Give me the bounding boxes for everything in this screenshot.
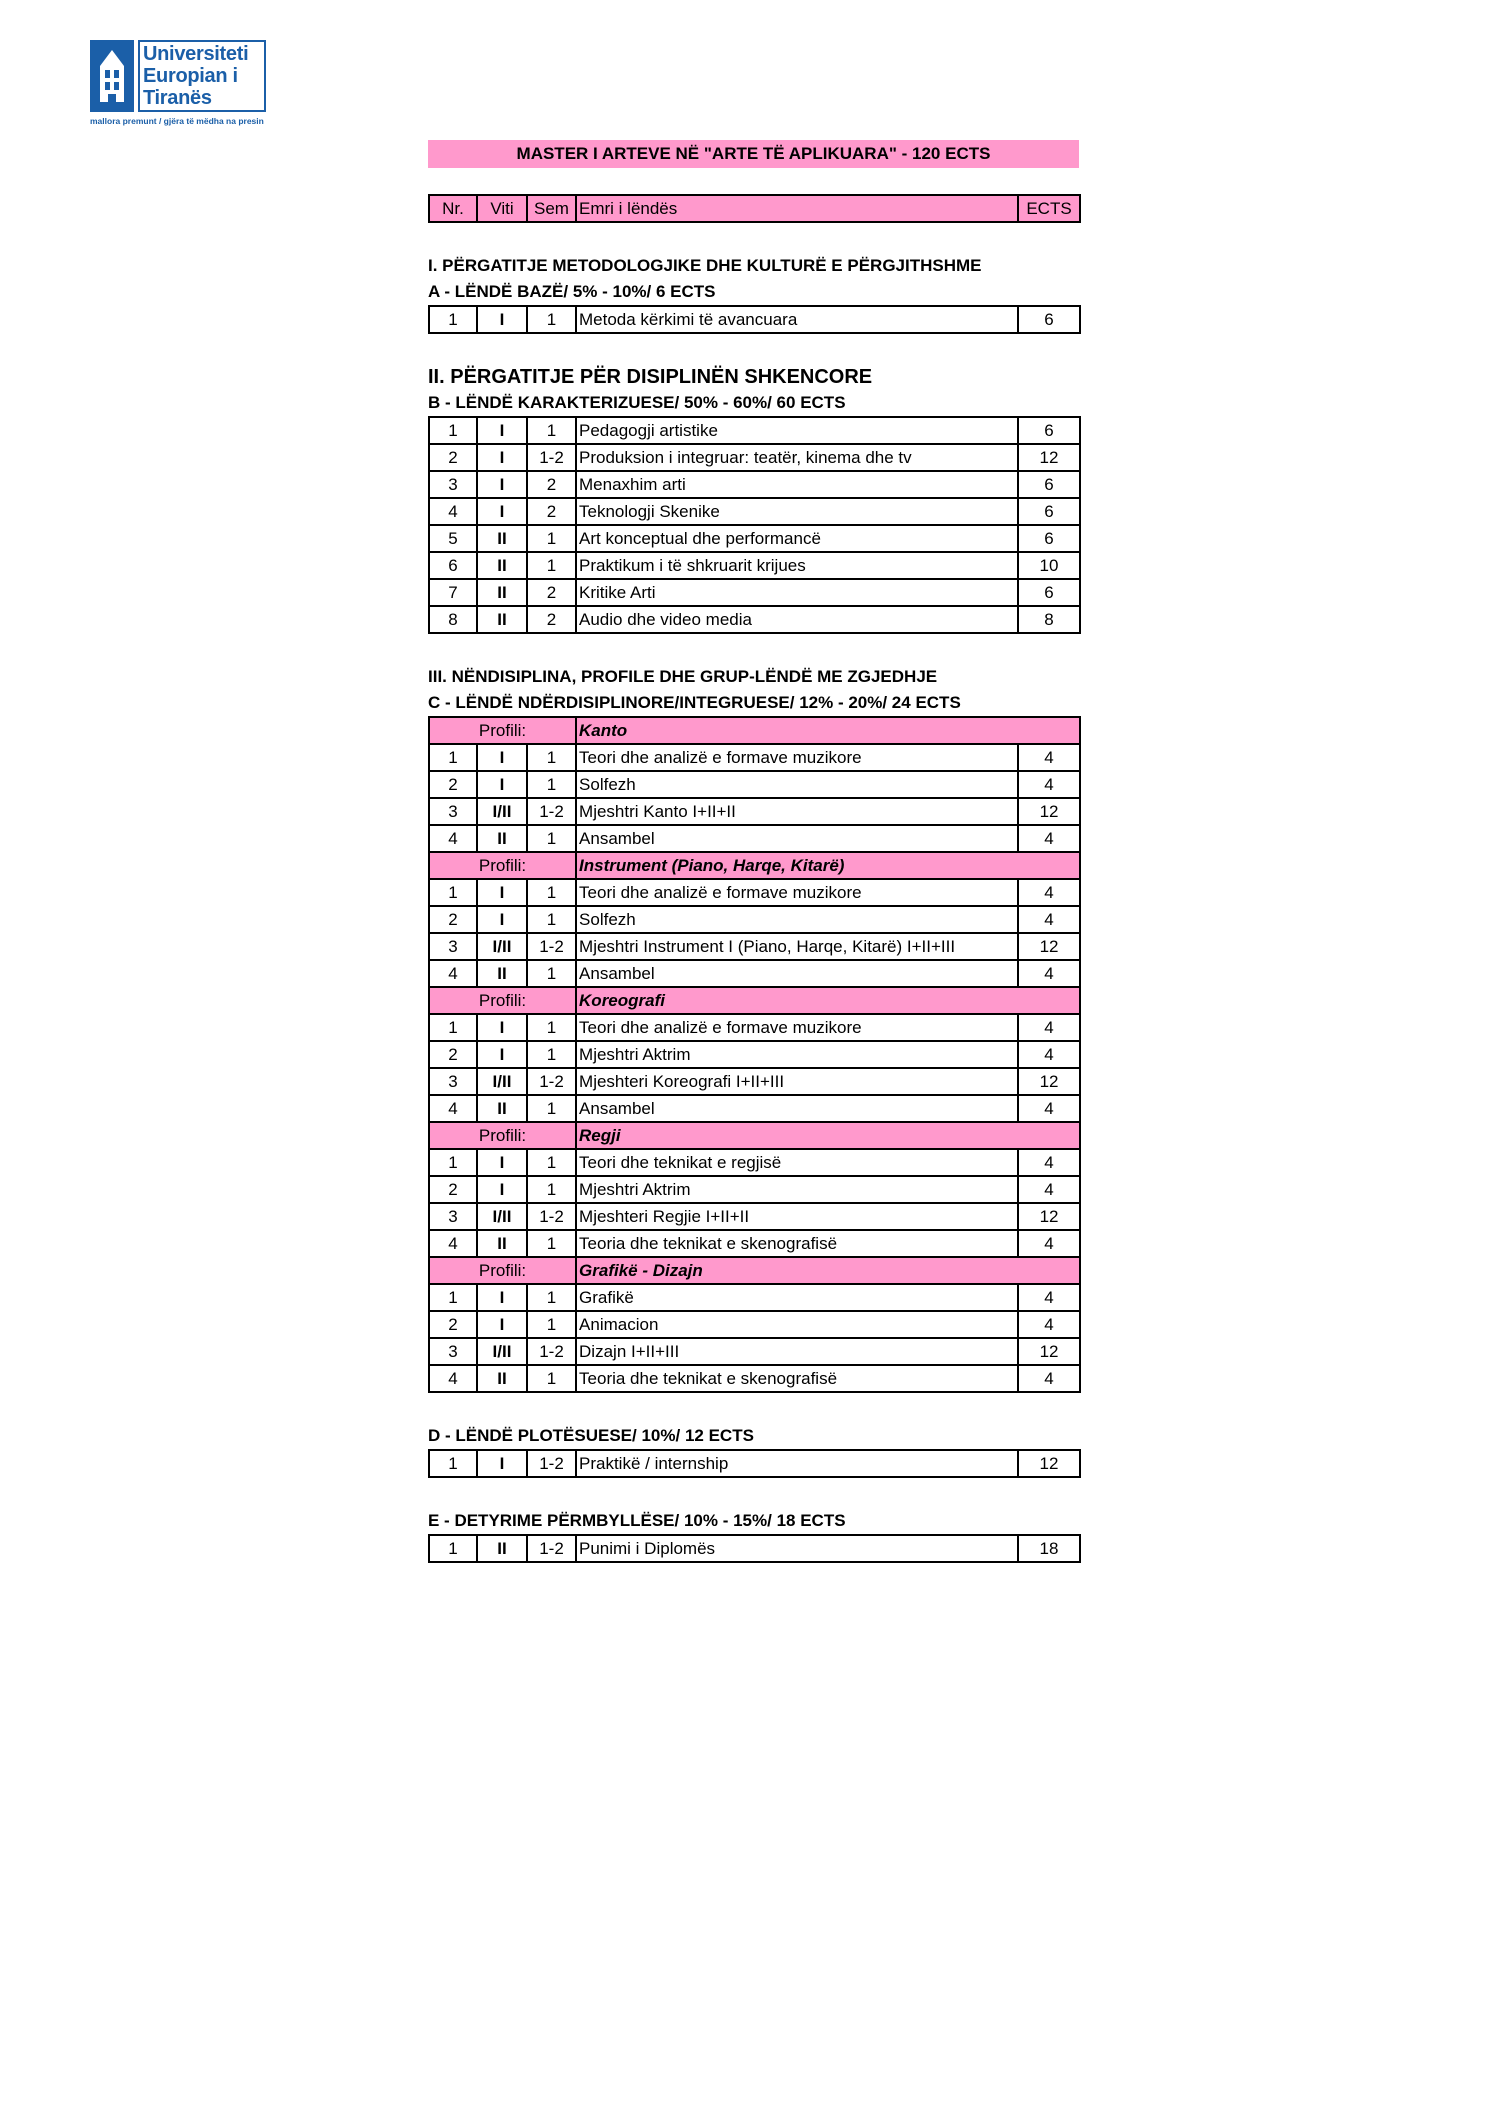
logo-line-1: Universiteti <box>143 43 249 65</box>
cell-course-name: Teoria dhe teknikat e skenografisë <box>576 1365 1018 1392</box>
table-row <box>429 498 1080 525</box>
table-row <box>429 1203 1080 1230</box>
cell-ects: 6 <box>1018 498 1080 525</box>
cell-viti: I <box>477 471 527 498</box>
cell-viti: II <box>477 579 527 606</box>
cell-sem: 1-2 <box>527 798 576 825</box>
cell-nr: 6 <box>429 552 477 579</box>
cell-ects: 6 <box>1018 525 1080 552</box>
cell-nr: 1 <box>429 744 477 771</box>
cell-nr: 1 <box>429 1284 477 1311</box>
table-group-c <box>428 716 1081 1393</box>
cell-viti: I/II <box>477 1338 527 1365</box>
table-row <box>429 906 1080 933</box>
group-c-heading: C - LËNDË NDËRDISIPLINORE/INTEGRUESE/ 12% - 20%/ 24 ECTS <box>428 693 961 712</box>
cell-ects: 12 <box>1018 798 1080 825</box>
table-row <box>429 1311 1080 1338</box>
cell-viti: I/II <box>477 1203 527 1230</box>
cell-nr: 4 <box>429 825 477 852</box>
cell-sem: 1 <box>527 1311 576 1338</box>
cell-nr: 3 <box>429 798 477 825</box>
table-row <box>429 1149 1080 1176</box>
cell-viti: I/II <box>477 933 527 960</box>
profile-name: Koreografi <box>576 987 1080 1014</box>
cell-nr: 2 <box>429 771 477 798</box>
logo-wordmark <box>138 40 266 112</box>
cell-viti: I <box>477 771 527 798</box>
cell-nr: 2 <box>429 1311 477 1338</box>
cell-course-name: Ansambel <box>576 960 1018 987</box>
cell-sem: 2 <box>527 498 576 525</box>
table-row <box>429 1068 1080 1095</box>
header-viti: Viti <box>477 195 527 222</box>
cell-nr: 1 <box>429 1535 477 1562</box>
cell-ects: 4 <box>1018 1095 1080 1122</box>
profile-row <box>429 1257 1080 1284</box>
university-logo <box>90 38 290 130</box>
profile-label: Profili: <box>429 1257 576 1284</box>
cell-viti: I <box>477 879 527 906</box>
cell-viti: I <box>477 1014 527 1041</box>
logo-motto: mallora premunt / gjëra të mëdha na presin <box>90 116 264 126</box>
cell-sem: 1-2 <box>527 1068 576 1095</box>
cell-ects: 12 <box>1018 933 1080 960</box>
cell-viti: I/II <box>477 798 527 825</box>
cell-sem: 1 <box>527 825 576 852</box>
cell-course-name: Praktikë / internship <box>576 1450 1018 1477</box>
table-row <box>429 1230 1080 1257</box>
cell-sem: 1 <box>527 1041 576 1068</box>
cell-viti: I <box>477 306 527 333</box>
cell-course-name: Kritike Arti <box>576 579 1018 606</box>
cell-sem: 1 <box>527 879 576 906</box>
cell-course-name: Art konceptual dhe performancë <box>576 525 1018 552</box>
cell-nr: 3 <box>429 933 477 960</box>
table-row <box>429 471 1080 498</box>
table-row <box>429 579 1080 606</box>
cell-sem: 1 <box>527 525 576 552</box>
cell-course-name: Pedagogji artistike <box>576 417 1018 444</box>
table-row <box>429 1450 1080 1477</box>
cell-ects: 4 <box>1018 1311 1080 1338</box>
cell-nr: 1 <box>429 1149 477 1176</box>
table-row <box>429 771 1080 798</box>
cell-viti: I <box>477 1284 527 1311</box>
cell-nr: 1 <box>429 1450 477 1477</box>
table-row <box>429 525 1080 552</box>
cell-course-name: Animacion <box>576 1311 1018 1338</box>
cell-course-name: Teori dhe analizë e formave muzikore <box>576 744 1018 771</box>
header-ects: ECTS <box>1018 195 1080 222</box>
cell-viti: II <box>477 1095 527 1122</box>
table-group-d <box>428 1449 1081 1478</box>
cell-nr: 2 <box>429 444 477 471</box>
cell-nr: 1 <box>429 417 477 444</box>
cell-sem: 2 <box>527 471 576 498</box>
cell-sem: 1 <box>527 417 576 444</box>
cell-nr: 4 <box>429 1095 477 1122</box>
cell-ects: 12 <box>1018 1338 1080 1365</box>
group-e-heading: E - DETYRIME PËRMBYLLËSE/ 10% - 15%/ 18 ECTS <box>428 1511 846 1530</box>
cell-course-name: Mjeshtri Aktrim <box>576 1176 1018 1203</box>
building-emblem-icon <box>90 40 134 112</box>
cell-course-name: Metoda kërkimi të avancuara <box>576 306 1018 333</box>
profile-name: Grafikë - Dizajn <box>576 1257 1080 1284</box>
cell-nr: 3 <box>429 1338 477 1365</box>
cell-viti: II <box>477 525 527 552</box>
cell-sem: 2 <box>527 579 576 606</box>
table-row <box>429 606 1080 633</box>
cell-sem: 1 <box>527 906 576 933</box>
group-b-heading: B - LËNDË KARAKTERIZUESE/ 50% - 60%/ 60 ECTS <box>428 393 846 412</box>
profile-row <box>429 717 1080 744</box>
table-group-a <box>428 305 1081 334</box>
page-title: MASTER I ARTEVE NË "ARTE TË APLIKUARA" - 120 ECTS <box>428 140 1079 168</box>
cell-viti: I <box>477 1041 527 1068</box>
table-row <box>429 1095 1080 1122</box>
cell-nr: 1 <box>429 879 477 906</box>
cell-nr: 4 <box>429 960 477 987</box>
cell-ects: 6 <box>1018 579 1080 606</box>
cell-ects: 4 <box>1018 1014 1080 1041</box>
table-row <box>429 417 1080 444</box>
table-row <box>429 825 1080 852</box>
header-table <box>428 194 1081 223</box>
profile-label: Profili: <box>429 987 576 1014</box>
cell-sem: 1-2 <box>527 1450 576 1477</box>
cell-ects: 4 <box>1018 1176 1080 1203</box>
cell-nr: 8 <box>429 606 477 633</box>
table-row <box>429 1365 1080 1392</box>
table-row <box>429 1041 1080 1068</box>
group-a-heading: A - LËNDË BAZË/ 5% - 10%/ 6 ECTS <box>428 282 716 301</box>
cell-course-name: Punimi i Diplomës <box>576 1535 1018 1562</box>
cell-ects: 12 <box>1018 1068 1080 1095</box>
cell-viti: I/II <box>477 1068 527 1095</box>
section-i-heading: I. PËRGATITJE METODOLOGJIKE DHE KULTURË E PËRGJITHSHME <box>428 256 982 275</box>
cell-course-name: Audio dhe video media <box>576 606 1018 633</box>
cell-ects: 4 <box>1018 1365 1080 1392</box>
cell-course-name: Teori dhe analizë e formave muzikore <box>576 1014 1018 1041</box>
cell-sem: 1-2 <box>527 1203 576 1230</box>
table-row <box>429 879 1080 906</box>
cell-course-name: Solfezh <box>576 771 1018 798</box>
cell-sem: 1 <box>527 1149 576 1176</box>
cell-ects: 4 <box>1018 771 1080 798</box>
cell-sem: 1 <box>527 306 576 333</box>
cell-course-name: Mjeshteri Koreografi I+II+III <box>576 1068 1018 1095</box>
profile-row <box>429 852 1080 879</box>
cell-ects: 8 <box>1018 606 1080 633</box>
cell-viti: II <box>477 1365 527 1392</box>
table-row <box>429 1284 1080 1311</box>
cell-ects: 4 <box>1018 825 1080 852</box>
cell-course-name: Produksion i integruar: teatër, kinema dhe tv <box>576 444 1018 471</box>
header-emri: Emri i lëndës <box>576 195 1018 222</box>
cell-sem: 1 <box>527 1230 576 1257</box>
table-row <box>429 1338 1080 1365</box>
cell-nr: 1 <box>429 1014 477 1041</box>
profile-name: Instrument (Piano, Harqe, Kitarë) <box>576 852 1080 879</box>
cell-ects: 4 <box>1018 1149 1080 1176</box>
profile-name: Kanto <box>576 717 1080 744</box>
table-row <box>429 744 1080 771</box>
cell-sem: 1 <box>527 1365 576 1392</box>
cell-viti: I <box>477 498 527 525</box>
cell-nr: 3 <box>429 1068 477 1095</box>
table-row <box>429 552 1080 579</box>
cell-sem: 2 <box>527 606 576 633</box>
table-row <box>429 798 1080 825</box>
cell-course-name: Menaxhim arti <box>576 471 1018 498</box>
cell-course-name: Teoria dhe teknikat e skenografisë <box>576 1230 1018 1257</box>
cell-ects: 6 <box>1018 417 1080 444</box>
cell-nr: 1 <box>429 306 477 333</box>
cell-course-name: Ansambel <box>576 1095 1018 1122</box>
cell-nr: 4 <box>429 1365 477 1392</box>
cell-viti: I <box>477 417 527 444</box>
table-row <box>429 444 1080 471</box>
table-row <box>429 306 1080 333</box>
cell-ects: 12 <box>1018 1203 1080 1230</box>
cell-course-name: Ansambel <box>576 825 1018 852</box>
profile-label: Profili: <box>429 1122 576 1149</box>
logo-line-3: Tiranës <box>143 87 212 109</box>
cell-ects: 6 <box>1018 471 1080 498</box>
cell-viti: II <box>477 552 527 579</box>
table-row <box>429 1176 1080 1203</box>
cell-ects: 12 <box>1018 444 1080 471</box>
cell-sem: 1 <box>527 1284 576 1311</box>
cell-course-name: Teknologji Skenike <box>576 498 1018 525</box>
cell-viti: I <box>477 906 527 933</box>
cell-course-name: Mjeshtri Instrument I (Piano, Harqe, Kitarë) I+II+III <box>576 933 1018 960</box>
logo-line-2: Europian i <box>143 65 238 87</box>
cell-nr: 4 <box>429 1230 477 1257</box>
cell-ects: 18 <box>1018 1535 1080 1562</box>
cell-sem: 1 <box>527 552 576 579</box>
cell-sem: 1 <box>527 960 576 987</box>
profile-name: Regji <box>576 1122 1080 1149</box>
cell-viti: II <box>477 960 527 987</box>
cell-sem: 1 <box>527 1014 576 1041</box>
table-row <box>429 933 1080 960</box>
cell-viti: I <box>477 1176 527 1203</box>
cell-ects: 4 <box>1018 744 1080 771</box>
cell-course-name: Mjeshtri Aktrim <box>576 1041 1018 1068</box>
cell-course-name: Dizajn I+II+III <box>576 1338 1018 1365</box>
cell-ects: 4 <box>1018 1230 1080 1257</box>
table-group-e <box>428 1534 1081 1563</box>
cell-nr: 4 <box>429 498 477 525</box>
cell-ects: 4 <box>1018 879 1080 906</box>
cell-viti: I <box>477 744 527 771</box>
cell-sem: 1 <box>527 744 576 771</box>
cell-sem: 1 <box>527 771 576 798</box>
header-sem: Sem <box>527 195 576 222</box>
header-nr: Nr. <box>429 195 477 222</box>
cell-course-name: Solfezh <box>576 906 1018 933</box>
cell-sem: 1 <box>527 1095 576 1122</box>
cell-nr: 7 <box>429 579 477 606</box>
table-group-b <box>428 416 1081 634</box>
cell-course-name: Teori dhe teknikat e regjisë <box>576 1149 1018 1176</box>
cell-ects: 12 <box>1018 1450 1080 1477</box>
cell-ects: 10 <box>1018 552 1080 579</box>
profile-row <box>429 987 1080 1014</box>
cell-nr: 5 <box>429 525 477 552</box>
profile-row <box>429 1122 1080 1149</box>
cell-nr: 3 <box>429 471 477 498</box>
curriculum-content <box>428 140 1079 1563</box>
section-ii-heading: II. PËRGATITJE PËR DISIPLINËN SHKENCORE <box>428 366 873 388</box>
cell-ects: 4 <box>1018 1041 1080 1068</box>
cell-course-name: Mjeshtri Kanto I+II+II <box>576 798 1018 825</box>
cell-sem: 1 <box>527 1176 576 1203</box>
table-row <box>429 1014 1080 1041</box>
cell-nr: 2 <box>429 1041 477 1068</box>
cell-sem: 1-2 <box>527 933 576 960</box>
cell-course-name: Grafikë <box>576 1284 1018 1311</box>
cell-viti: I <box>477 1149 527 1176</box>
cell-viti: II <box>477 1230 527 1257</box>
group-d-heading: D - LËNDË PLOTËSUESE/ 10%/ 12 ECTS <box>428 1426 754 1445</box>
cell-viti: I <box>477 1450 527 1477</box>
cell-sem: 1-2 <box>527 1338 576 1365</box>
cell-viti: I <box>477 1311 527 1338</box>
cell-viti: II <box>477 1535 527 1562</box>
cell-sem: 1-2 <box>527 444 576 471</box>
cell-ects: 4 <box>1018 960 1080 987</box>
cell-nr: 2 <box>429 1176 477 1203</box>
cell-ects: 4 <box>1018 1284 1080 1311</box>
cell-viti: II <box>477 606 527 633</box>
cell-course-name: Mjeshteri Regjie I+II+II <box>576 1203 1018 1230</box>
profile-label: Profili: <box>429 852 576 879</box>
cell-ects: 4 <box>1018 906 1080 933</box>
cell-viti: I <box>477 444 527 471</box>
cell-ects: 6 <box>1018 306 1080 333</box>
cell-viti: II <box>477 825 527 852</box>
cell-nr: 3 <box>429 1203 477 1230</box>
table-row <box>429 960 1080 987</box>
cell-sem: 1-2 <box>527 1535 576 1562</box>
cell-course-name: Teori dhe analizë e formave muzikore <box>576 879 1018 906</box>
cell-nr: 2 <box>429 906 477 933</box>
cell-course-name: Praktikum i të shkruarit krijues <box>576 552 1018 579</box>
header-row <box>429 195 1080 222</box>
profile-label: Profili: <box>429 717 576 744</box>
table-row <box>429 1535 1080 1562</box>
section-iii-heading: III. NËNDISIPLINA, PROFILE DHE GRUP-LËNDË ME ZGJEDHJE <box>428 667 938 686</box>
